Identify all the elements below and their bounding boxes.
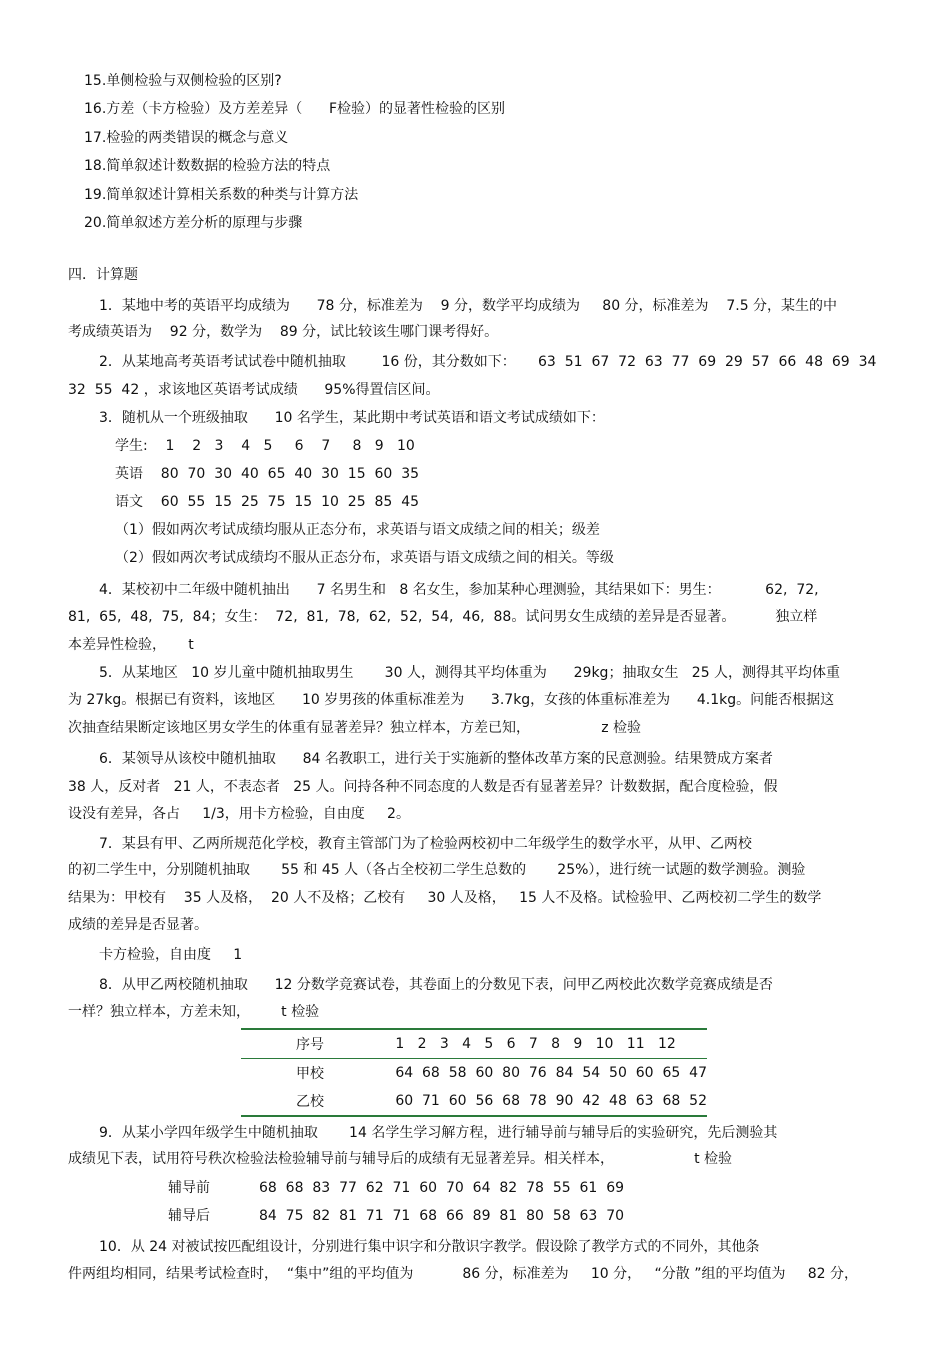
question-19: 19.简单叙述计算相关系数的种类与计算方法 — [84, 187, 359, 203]
problem-1-line-2: 考成绩英语为 92 分，数学为 89 分，试比较该生哪门课考得好。 — [68, 324, 499, 340]
problem-4-line-3: 本差异性检验， t — [68, 637, 194, 653]
question-17: 17.检验的两类错误的概念与意义 — [84, 130, 289, 146]
problem-9-line-1: 9．从某小学四年级学生中随机抽取 14 名学生学习解方程，进行辅导前与辅导后的实验研究，先后测验其 — [99, 1125, 778, 1141]
score-table — [241, 1028, 707, 1117]
problem-3-english: 英语 80 70 30 40 65 40 30 15 60 35 — [115, 466, 420, 482]
section-title: 四．计算题 — [68, 267, 138, 283]
problem-1-line-1: 1．某地中考的英语平均成绩为 78 分，标准差为 9 分，数学平均成绩为 80 分，标准差为 7.5 分，某生的中 — [99, 298, 838, 314]
problem-3-students: 学生: 1 2 3 4 5 6 7 8 9 10 — [115, 438, 415, 454]
problem-7-note: 卡方检验，自由度 1 — [99, 947, 243, 963]
problem-7-line-3: 结果为：甲校有 35 人及格， 20 人不及格；乙校有 30 人及格， 15 人不及格。试检验甲、乙两校初二学生的数学 — [68, 890, 822, 906]
problem-3-part-1: （1）假如两次考试成绩均服从正态分布，求英语与语文成绩之间的相关；级差 — [115, 522, 600, 538]
problem-7-line-4: 成绩的差异是否显著。 — [68, 917, 208, 933]
problem-6-line-1: 6．某领导从该校中随机抽取 84 名教职工，进行关于实施新的整体改革方案的民意测验。结果赞成方案者 — [99, 751, 773, 767]
problem-3-chinese: 语文 60 55 15 25 75 15 10 25 85 45 — [115, 494, 420, 510]
problem-5-line-3: 次抽查结果断定该地区男女学生的体重有显著差异？独立样本，方差已知， z 检验 — [68, 720, 641, 736]
problem-10-line-2: 件两组均相同，结果考试检查时， “集中”组的平均值为 86 分，标准差为 10 分， “分散 ”组的平均值为 82 分， — [68, 1266, 858, 1282]
problem-8-line-2: 一样？独立样本，方差未知， t 检验 — [68, 1004, 320, 1020]
problem-5-line-2: 为 27kg。根据已有资料，该地区 10 岁男孩的体重标准差为 3.7kg，女孩的体重标准差为 4.1kg。问能否根据这 — [68, 692, 835, 708]
row-label: 甲校 — [296, 1066, 324, 1082]
row-values: 60 71 60 56 68 78 90 42 48 63 68 52 — [395, 1093, 707, 1109]
problem-9-line-2: 成绩见下表，试用符号秩次检验法检验辅导前与辅导后的成绩有无显著差异。相关样本， t 检验 — [68, 1151, 733, 1167]
row-values: 64 68 58 60 80 76 84 54 50 60 65 47 — [395, 1065, 707, 1081]
table-row — [241, 1059, 707, 1088]
problem-10-line-1: 10．从 24 对被试按匹配组设计，分别进行集中识字和分散识字教学。假设除了教学方式的不同外，其他条 — [99, 1239, 760, 1255]
row-values: 1 2 3 4 5 6 7 8 9 10 11 12 — [395, 1029, 707, 1059]
question-20: 20.简单叙述方差分析的原理与步骤 — [84, 215, 303, 231]
row-label: 乙校 — [296, 1094, 324, 1110]
problem-4-line-2: 81, 65, 48, 75, 84；女生： 72, 81, 78, 62, 52, 54, 46, 88。试问男女生成绩的差异是否显著。 独立样 — [68, 609, 818, 625]
problem-3-part-2: （2）假如两次考试成绩均不服从正态分布，求英语与语文成绩之间的相关。等级 — [115, 550, 614, 566]
problem-2-line-1: 2．从某地高考英语考试试卷中随机抽取 16 份，其分数如下： 63 51 67 72 63 77 69 29 57 66 48 69 34 — [99, 354, 877, 370]
problem-4-line-1: 4．某校初中二年级中随机抽出 7 名男生和 8 名女生，参加某种心理测验，其结果如下：男生： 62, 72, — [99, 582, 819, 598]
problem-3-line-1: 3．随机从一个班级抽取 10 名学生，某此期中考试英语和语文考试成绩如下： — [99, 410, 605, 426]
question-15: 15.单侧检验与双侧检验的区别? — [84, 73, 282, 89]
problem-2-line-2: 32 55 42 ，求该地区英语考试成绩 95%得置信区间。 — [68, 382, 440, 398]
table-row — [241, 1087, 707, 1116]
problem-9-before: 辅导前 68 68 83 77 62 71 60 70 64 82 78 55 61 69 — [168, 1180, 625, 1196]
problem-8-line-1: 8．从甲乙两校随机抽取 12 分数学竞赛试卷，其卷面上的分数见下表，问甲乙两校此次数学竞赛成绩是否 — [99, 977, 773, 993]
problem-9-after: 辅导后 84 75 82 81 71 71 68 66 89 81 80 58 63 70 — [168, 1208, 625, 1224]
row-label: 序号 — [241, 1029, 395, 1059]
problem-5-line-1: 5．从某地区 10 岁儿童中随机抽取男生 30 人，测得其平均体重为 29kg；抽取女生 25 人，测得其平均体重 — [99, 665, 841, 681]
problem-7-line-1: 7．某县有甲、乙两所规范化学校，教育主管部门为了检验两校初中二年级学生的数学水平，从甲、乙两校 — [99, 836, 752, 852]
problem-7-line-2: 的初二学生中，分别随机抽取 55 和 45 人（各占全校初二学生总数的 25%），进行统一试题的数学测验。测验 — [68, 862, 806, 878]
question-16: 16.方差（卡方检验）及方差差异（ F检验）的显著性检验的区别 — [84, 101, 506, 117]
table-row — [241, 1029, 707, 1059]
problem-6-line-2: 38 人，反对者 21 人，不表态者 25 人。问持各种不同态度的人数是否有显著差异？计数数据，配合度检验，假 — [68, 779, 778, 795]
problem-6-line-3: 设没有差异，各占 1/3，用卡方检验，自由度 2。 — [68, 806, 410, 822]
question-18: 18.简单叙述计数数据的检验方法的特点 — [84, 158, 331, 174]
